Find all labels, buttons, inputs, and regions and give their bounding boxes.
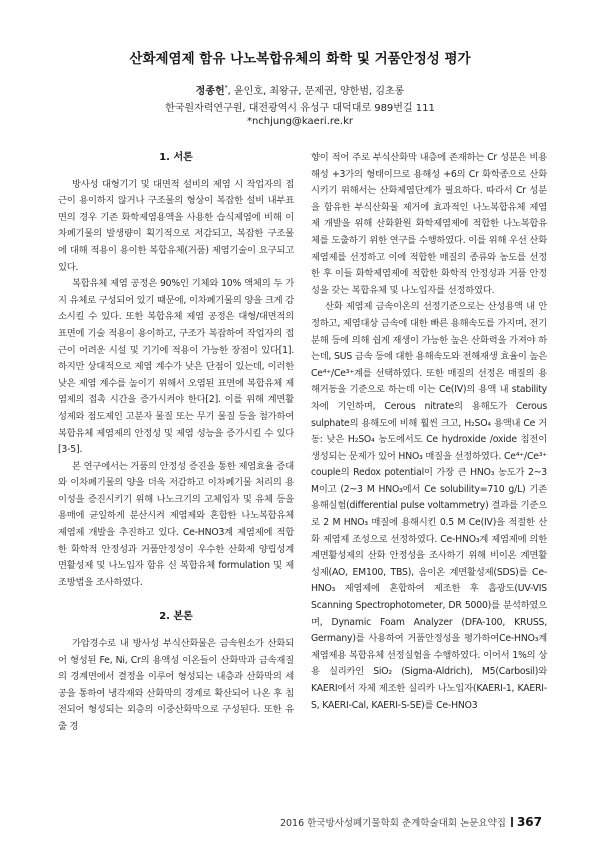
body-paragraph-2: 향이 적어 주로 부식산화막 내층에 존재하는 Cr 성분은 비용해성 +3가의 형태이므로 용해성 +6의 Cr 화학종으로 산화시키기 위해서는 산화제염단계가 필요하다. 따라서 Cr 성분을 함유한 부식산화물 제거에 효과적인 나노복합유체 제염제 개발을 위해 산화환원 화학제염제에 적합한 나노복합유체를 도출하기 위한 연구를 수행하였다. 이를 위해 우선 산화제염제를 선정하고 이에 적합한 매질의 종류와 농도를 선정한 후 이들 화학제염제에 적합한 화학적 안정성과 거품 안정성을 갖는 복합유체 및 나노입자를 선정하였다. (311, 152, 547, 296)
page-footer (280, 815, 542, 829)
affiliation: 한국원자력연구원, 대전광역시 유성구 대덕대로 989번길 111 (165, 103, 435, 114)
footer-text: 2016 한국방사성폐기물학회 춘계학술대회 논문요약집 (279, 818, 506, 829)
intro-paragraph-3: 본 연구에서는 거품의 안정성 증진을 통한 제염효율 증대와 이차폐기물의 양을 더욱 저감하고 이차폐기물 처리의 용이성을 증진시키기 위해 나노크기의 고체입자 및 유체 등을 용매에 균일하게 분산시켜 제염제와 혼합한 나노복합유체 제염제 개발을 추진하고 있다. Ce-HNO3계 제염제에 적합한 화학적 안정성과 거품안정성이 우수한 산화제 양립성계면활성제 및 나노입자 함유 신 복합유체 formulation 및 제조방법을 조사하였다. (58, 460, 294, 588)
author-email: *nchjung@kaeri.re.kr (246, 116, 354, 127)
left-column (58, 150, 294, 736)
page-number: 367 (516, 815, 542, 829)
section-heading-intro: 1. 서론 (159, 152, 193, 163)
intro-paragraph-1: 방사성 대형기기 및 대면적 설비의 제염 시 작업자의 접근이 용이하지 않거나 구조물의 형상이 복잡한 설비 내부표면의 경우 기존 화학제염용액을 사용한 습식제염에 비해 이차폐기물의 발생량이 획기적으로 저감되고, 복잡한 구조물에 대해 적용이 용이한 복합유체(거품) 제염기술이 요구되고 있다. (58, 178, 294, 273)
coauthors: , 윤인호, 최왕규, 문제권, 양한범, 김초롱 (227, 86, 405, 97)
lead-author: 정종헌 (195, 86, 225, 97)
section-heading-body: 2. 본론 (159, 611, 193, 623)
body-paragraph-3: 산화 제염제 금속이온의 선정기준으로는 산성용액 내 안정하고, 제염대상 금속에 대한 빠른 용해속도를 가지며, 전기분해 등에 의해 쉽게 재생이 가능한 높은 산화력을 가져야 하는데, SUS 금속 등에 대한 용해속도와 전해재생 효율이 높은 Ce⁴⁺/Ce³⁺계를 선택하였다. 또한 매질의 선정은 매질의 용해거동을 기준으로 하는데 이는 Ce(IV)의 용액 내 stability차에 기인하며, Cerous nitrate의 용해도가 Cerous sulphate의 용해도에 비해 훨씬 크고, H₂SO₄ 용액내 Ce 거동: 낮은 H₂SO₄ 농도에서도 Ce hydroxide /oxide 침전이 생성되는 문제가 있어 HNO₃ 매질을 선정하였다. Ce⁴⁺/Ce³⁺ couple의 Redox potential이 가장 큰 HNO₃ 농도가 2~3 M이고 (2~3 M HNO₃에서 Ce solubility=710 g/L) 기존 용해실험(differential pulse voltammetry) 결과를 기준으로 2 M HNO₃ 매질에 용해시킨 0.5 M Ce(IV)을 적절한 산화 제염제 조성으로 선정하였다. Ce-HNO₃계 제염제에 의한 계면활성제의 산화 안정성을 조사하기 위해 비이온 계면활성제(AO, EM100, TBS), 음이온 계면활성제(SDS)를 Ce-HNO₃ 제염제에 혼합하여 제조한 후 흡광도(UV-VIS Scanning Spectrophotometer, DR 5000)를 분석하였으며, Dynamic Foam Analyzer (DFA-100, KRUSS, Germany)를 사용하여 거품안정성을 평가하여Ce-HNO₃계 제염제용 복합유체 선정실험을 수행하였다. 이어서 1%의 상용 실리카인 SiO₂ (Sigma-Aldrich), M5(Carbosil)와 KAERI에서 자체 제조한 실리카 나노입자(KAERI-1, KAERI-S, KAERI-Cal, KAERI-S-SE)를 Ce-HNO3 (311, 301, 547, 711)
intro-paragraph-2: 복합유체 제염 공정은 90%인 기체와 10% 액체의 두 가지 유체로 구성되어 있기 때문에, 이차폐기물의 양을 크게 감소시킬 수 있다. 또한 복합유체 제염 공정은 대형/대면적의 표면에 기술 적용이 용이하고, 구조가 복잡하여 작업자의 접근이 어려운 시설 및 기기에 적용이 가능한 장점이 있다[1]. 하지만 상대적으로 제염 계수가 낮은 단점이 있는데, 이러한 낮은 제염 계수를 높이기 위해서 오염된 표면에 복합유체 제염제의 접촉 시간을 증가시켜야 한다[2]. 이를 위해 계면활성제와 점도제인 고분자 물질 또는 무기 물질 등을 첨가하여 복합유체 제염제의 안정성 및 제염 성능을 증가시킬 수 있다[3-5]. (58, 278, 294, 456)
footer-divider (511, 817, 513, 827)
right-column (311, 150, 547, 714)
author-list (0, 82, 600, 97)
paper-title: 산화제염제 함유 나노복합유체의 화학 및 거품안정성 평가 (129, 51, 471, 67)
body-paragraph-1: 가압경수로 내 방사성 부식산화물은 금속원소가 산화되어 형성된 Fe, Ni, Cr의 용액성 이온들이 산화막과 금속재질의 경계면에서 결정을 이루어 형성되는 내층과 산화막의 세공을 통하여 냉각재와 산화막의 경계로 확산되어 나온 후 침전되어 형성되는 외층의 이중산화막으로 구성된다. 또한 유출 경 (58, 638, 294, 732)
corresponding-mark: * (224, 84, 228, 92)
